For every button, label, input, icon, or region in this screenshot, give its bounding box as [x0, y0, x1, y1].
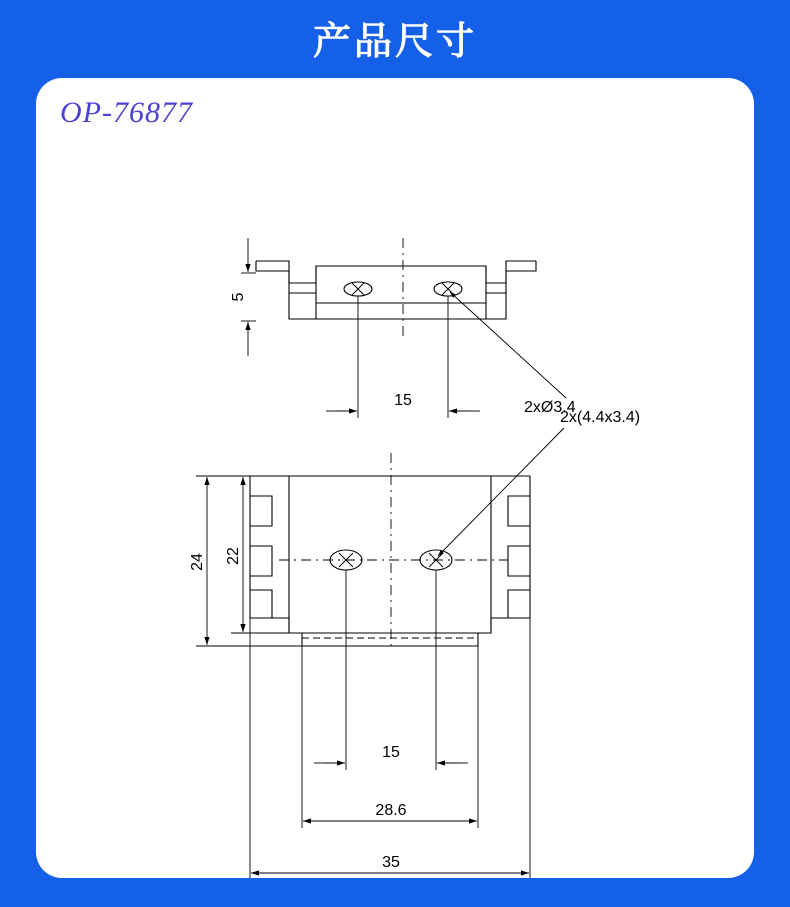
dim-5-text: 5 [230, 292, 247, 302]
page-title: 产品尺寸 [312, 19, 477, 63]
callout-slot-text: 2x(4.4x3.4) [560, 409, 641, 426]
dimension-hole-spacing-15-top [326, 296, 480, 418]
front-view-geometry [250, 453, 530, 650]
model-number-label: OP-76877 [60, 96, 193, 129]
dimension-inner-height-22 [225, 476, 289, 633]
dim-35-text: 35 [382, 854, 400, 871]
dim-24-text: 24 [189, 553, 206, 571]
product-dimension-card [36, 78, 754, 878]
technical-drawing [36, 78, 754, 878]
callout-hole-diameter [450, 292, 576, 416]
dim-28-6-text: 28.6 [375, 802, 407, 819]
dimension-height-5 [230, 238, 256, 356]
dimension-width-28-6 [302, 646, 478, 828]
dim-15-top-text: 15 [394, 392, 412, 409]
top-view-geometry [256, 238, 536, 340]
dimension-overall-height-24 [189, 476, 302, 646]
dim-15-front-text: 15 [382, 744, 400, 761]
dim-22-text: 22 [225, 547, 242, 565]
callout-slot-size [438, 409, 640, 556]
callout-hole-text: 2xØ3.4 [524, 399, 576, 416]
